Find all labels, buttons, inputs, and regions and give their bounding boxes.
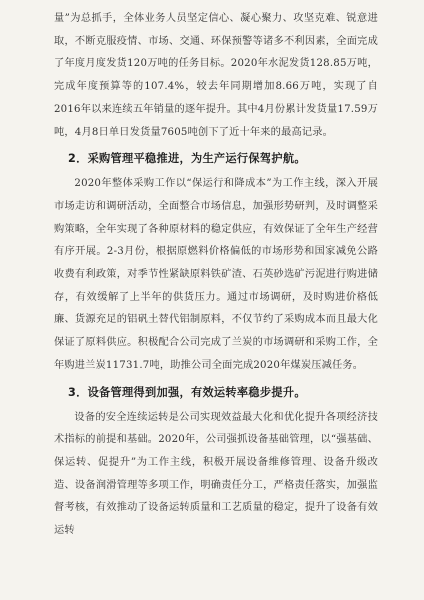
paragraph-procurement: 2020年整体采购工作以“保运行和降成本”为工作主线，深入开展市场走访和调研活动，全面整合市场信息，加强形势研判，及时调整采购策略，全年实现了各种原材料的稳定供应，有效保证了全年生产经营有序开展。2-3月份，根据原燃料价格偏低的市场形势和国家减免公路收费有利政策，对季节性紧缺原料铁矿渣、石英砂选矿污泥进行购进储存，有效缓解了上半年的供货压力。通过市场调研，及时购进价格低廉、货源充足的铝矾土替代铝制原料，不仅节约了采购成本而且最大化保证了原料供应。积极配合公司完成了兰炭的市场调研和采购工作，全年购进兰炭11731.7吨，助推公司全面完成2020年煤炭压减任务。 [54,178,378,371]
heading-procurement: 2．采购管理平稳推进，为生产运行保驾护航。 [68,152,306,166]
paragraph-sales: 量”为总抓手，全体业务人员坚定信心、凝心聚力、攻坚克难、锐意进取，不断克服疫情、市场、交通、环保预警等诸多不利因素，全面完成了年度月度发货120万吨的任务目标。2020年水泥发货128.85万吨，完成年度预算等的107.4%，较去年同期增加8.66万吨，实现了自2016年以来连续五年销量的逐年提升。其中4月份累计发货量17.59万吨，4月8日单日发货量7605吨创下了近十年来的最高记录。 [54,13,378,138]
paragraph-equipment: 设备的安全连续运转是公司实现效益最大化和优化提升各项经济技术指标的前提和基础。2020年，公司强抓设备基础管理，以“强基础、保运转、促提升”为工作主线，积极开展设备维修管理、设备升级改造、设备润滑管理等多项工作，明确责任分工，严格责任落实，加强监督考核，有效推动了设备运转质量和工艺质量的稳定，提升了设备有效运转 [54,411,378,537]
heading-equipment: 3．设备管理得到加强，有效运转率稳步提升。 [68,385,306,399]
